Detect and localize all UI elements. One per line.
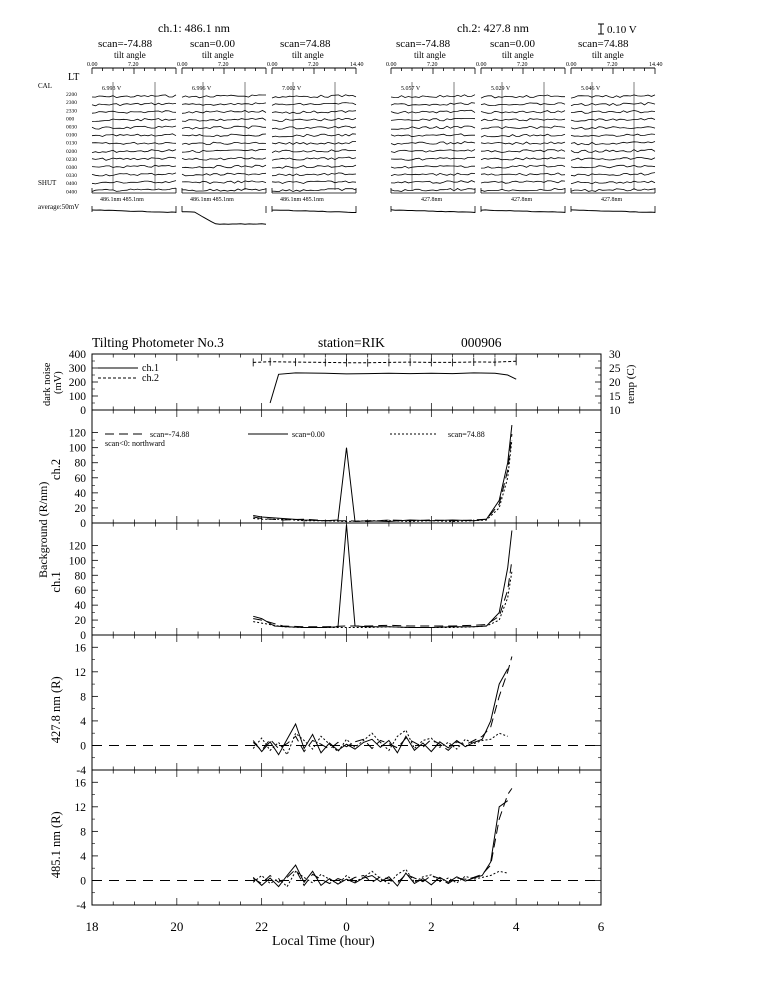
x-tick-label: 20 (170, 919, 184, 934)
scan-trace (272, 165, 356, 168)
scan-trace (481, 181, 565, 184)
scan-trace (481, 103, 565, 106)
scan-trace (92, 134, 176, 137)
scan-trace (481, 134, 565, 137)
scan-trace (272, 126, 356, 129)
y-tick-label: 16 (74, 777, 86, 790)
row-label: 0400 (66, 181, 77, 188)
panel-frame (92, 635, 601, 770)
scan-trace (571, 189, 655, 192)
tilt-label-2: tilt angle (202, 50, 234, 60)
panel-frame (92, 410, 601, 523)
scan-trace (481, 142, 565, 145)
scan-label-ch2-zero: scan=0.00 (490, 38, 535, 50)
scan-trace (481, 173, 565, 176)
series-line-scan-74-88 (253, 869, 508, 886)
x-tick-label: 18 (85, 919, 99, 934)
y-tick-label: 100 (68, 391, 86, 403)
series-line-scan-74-88 (253, 560, 512, 627)
scan-trace (481, 95, 565, 98)
y2-axis-label: temp (C) (625, 364, 637, 404)
scan-trace (182, 142, 266, 144)
row-label: 2300 (66, 100, 77, 107)
scan-trace (182, 118, 266, 121)
row-label: 0130 (66, 140, 77, 147)
scan-trace (571, 127, 655, 130)
scan-trace (182, 149, 266, 152)
average-curve (182, 212, 266, 224)
y-axis-label: (mV) (53, 371, 64, 394)
lt-label: LT (68, 72, 80, 83)
tilt-tick-label: 7.20 (427, 62, 438, 68)
voltage-label: 5.057 V (401, 86, 421, 92)
ch2-title: ch.2: 427.8 nm (457, 21, 529, 35)
series-line-scan-0-00 (253, 525, 512, 628)
x-tick-label: 0 (343, 919, 350, 934)
scan-trace (272, 103, 356, 106)
instrument-title: Tilting Photometer No.3 (92, 335, 224, 350)
series-line-scan-74-88 (253, 440, 512, 521)
scan-trace (571, 157, 655, 160)
voltage-label: 7.002 V (282, 86, 302, 92)
wavelength-label: 427.8nm (511, 197, 533, 203)
scan-trace (272, 189, 356, 192)
scan-trace (272, 181, 356, 184)
northward-note: scan<0: northward (105, 439, 165, 448)
scan-trace (272, 111, 356, 114)
scan-trace (92, 111, 176, 114)
tilt-axes (87, 62, 663, 74)
y-tick-label: 20 (74, 615, 86, 628)
y-tick-label: 300 (68, 363, 86, 375)
scan-trace (272, 157, 356, 160)
y-tick-label: 0 (80, 740, 86, 753)
panel-background-ch1 (49, 523, 601, 642)
y-axis-label: 485.1 nm (R) (49, 811, 63, 879)
tilt-tick-label: 0.00 (87, 62, 98, 68)
panel-background-ch2 (49, 410, 601, 530)
scan-trace (391, 150, 475, 153)
row-label: 0030 (66, 124, 77, 131)
scan-trace (391, 126, 475, 129)
ch1-title: ch.1: 486.1 nm (158, 21, 230, 35)
y-tick-label: 12 (74, 801, 86, 814)
station-label: station=RIK (318, 335, 385, 350)
average-curve (272, 210, 356, 212)
tilt-label-1: tilt angle (114, 50, 146, 60)
scan-trace (182, 158, 266, 161)
y-tick-label: 40 (74, 600, 86, 613)
tilt-tick-label: 0.00 (476, 62, 487, 68)
scan-trace (92, 150, 176, 153)
scan-trace (571, 142, 655, 145)
scan-trace (92, 173, 176, 176)
y2-tick-label: 15 (609, 391, 621, 403)
scan-trace (391, 95, 475, 98)
series-line-ch-1 (270, 373, 516, 403)
scan-trace (92, 119, 176, 122)
tilt-tick-label: 7.20 (218, 62, 229, 68)
scan-trace (272, 95, 356, 98)
scan-trace (391, 134, 475, 137)
y-tick-label: 16 (74, 642, 86, 655)
scan-trace (571, 134, 655, 137)
scan-trace (481, 158, 565, 160)
legend-label-ch1: ch.1 (142, 363, 159, 374)
y2-tick-label: 20 (609, 377, 621, 389)
average-curve (92, 210, 176, 212)
y2-tick-label: 10 (609, 405, 621, 417)
scan-trace (272, 118, 356, 121)
series-line-ch-2 (253, 361, 516, 362)
tilt-label-5: tilt angle (502, 50, 534, 60)
voltage-label: 6.996 V (192, 86, 212, 92)
y-tick-label: 100 (68, 442, 86, 455)
y-tick-label: 0 (80, 875, 86, 888)
scan-trace (182, 181, 266, 184)
scan-trace (92, 165, 176, 168)
y2-tick-label: 30 (609, 349, 621, 361)
y-tick-label: 120 (68, 427, 86, 440)
date-label: 000906 (461, 335, 502, 350)
y-tick-label: 60 (74, 472, 86, 485)
x-tick-label: 22 (255, 919, 269, 934)
wavelength-label: 427.8nm (601, 197, 623, 203)
panel-emission-427.8 (49, 635, 601, 777)
scan-label-ch1-neg: scan=-74.88 (98, 38, 153, 50)
y-tick-label: 100 (68, 555, 86, 568)
scan-trace (182, 173, 266, 176)
x-tick-label: 4 (512, 919, 520, 934)
y-tick-label: 0 (80, 405, 86, 417)
chart-panels (42, 349, 637, 934)
scan-trace (481, 111, 565, 114)
voltage-label: 5.046 V (581, 86, 601, 92)
row-labels (38, 82, 77, 195)
y-tick-label: 120 (68, 540, 86, 553)
row-label: SHUT (38, 179, 57, 188)
tilt-tick-label: 7.20 (308, 62, 319, 68)
scale-bar-label: 0.10 V (607, 24, 637, 36)
scan-trace (92, 103, 176, 106)
y-tick-label: 12 (74, 666, 86, 679)
scan-trace (272, 142, 356, 145)
y-tick-label: 60 (74, 585, 86, 598)
row-label: 0300 (66, 165, 77, 171)
scan-trace (92, 95, 176, 98)
x-tick-label: 2 (428, 919, 435, 934)
row-label: 0100 (66, 132, 77, 139)
top-summary-panel (38, 21, 663, 224)
scan-trace (391, 142, 475, 145)
tilt-tick-label: 7.20 (517, 62, 528, 68)
scan-trace (571, 103, 655, 106)
scan-trace (481, 165, 565, 168)
tilt-tick-label: 7.20 (128, 62, 139, 68)
y2-tick-label: 25 (609, 363, 621, 375)
wavelength-label: 427.8nm (421, 197, 443, 203)
row-label: 0400 (66, 189, 77, 196)
average-label: average:50mV (38, 203, 80, 211)
scan-trace (92, 157, 176, 160)
scan-trace (182, 134, 266, 137)
row-label: 2200 (66, 92, 77, 99)
y-tick-label: 4 (80, 850, 86, 863)
y-axis-label: dark noise (42, 362, 53, 406)
scan-trace (481, 188, 565, 191)
series-line-scan-74-88 (253, 572, 512, 628)
y-axis-label: 427.8 nm (R) (49, 676, 63, 744)
y-tick-label: 80 (74, 570, 86, 583)
tilt-tick-label: 0.00 (177, 62, 188, 68)
scan-trace (272, 150, 356, 153)
wavelength-label: 486.1nm 485.1nm (190, 197, 234, 203)
y-tick-label: 200 (68, 377, 86, 389)
scan-trace (272, 173, 356, 176)
scan-trace (571, 173, 655, 176)
y-tick-label: -4 (76, 900, 86, 912)
y-tick-label: 20 (74, 502, 86, 515)
legend-label-scan-zero: scan=0.00 (292, 430, 325, 439)
y-tick-label: -4 (76, 765, 86, 777)
scan-trace (182, 111, 266, 114)
row-label: 000 (66, 116, 75, 123)
scan-trace (92, 188, 176, 191)
scan-label-ch1-zero: scan=0.00 (190, 38, 235, 50)
row-label: 0230 (66, 156, 77, 163)
tilt-label-6: tilt angle (592, 50, 624, 60)
scan-trace (272, 134, 356, 137)
scan-trace (571, 95, 655, 98)
scan-trace (182, 126, 266, 129)
row-label: 0330 (66, 173, 77, 180)
scan-trace (571, 111, 655, 114)
background-legend (105, 430, 485, 448)
y-tick-label: 0 (80, 630, 86, 642)
row-label: 2330 (66, 108, 77, 115)
dark-noise-legend (98, 363, 159, 384)
tilt-label-3: tilt angle (292, 50, 324, 60)
legend-label-scan-neg: scan=-74.88 (150, 430, 190, 439)
tilt-tick-label: 14.40 (649, 62, 663, 68)
scan-trace (391, 181, 475, 184)
tilt-tick-label: 14.40 (350, 62, 364, 68)
series-line-scan-74-88 (253, 434, 512, 521)
tilt-tick-label: 0.00 (386, 62, 397, 68)
scan-trace (182, 165, 266, 168)
scan-trace (571, 165, 655, 168)
average-curve (571, 210, 655, 213)
voltage-label: 5.029 V (491, 86, 511, 92)
average-curve (481, 210, 565, 213)
scan-trace (391, 189, 475, 192)
x-tick-label: 6 (597, 919, 605, 934)
wavelength-label: 486.1nm 485.1nm (280, 197, 324, 203)
panel-frame (92, 523, 601, 635)
y-axis-label: ch.2 (49, 458, 63, 481)
voltage-label: 6.993 V (102, 86, 122, 92)
scan-trace (182, 95, 266, 98)
y-axis-label: ch.1 (49, 571, 63, 593)
background-shared-ylabel: Background (R/nm) (36, 481, 50, 578)
wavelength-label: 486.1nm 485.1nm (100, 197, 144, 203)
tilt-tick-label: 0.00 (267, 62, 278, 68)
scan-label-ch1-pos: scan=74.88 (280, 38, 331, 50)
scan-trace (391, 103, 475, 106)
scan-label-ch2-pos: scan=74.88 (578, 38, 629, 50)
series-line-scan-74-88 (253, 657, 512, 752)
scan-trace (391, 157, 475, 160)
tilt-tick-label: 7.20 (607, 62, 618, 68)
scan-label-ch2-neg: scan=-74.88 (396, 38, 451, 50)
scan-trace (571, 118, 655, 121)
scan-trace (481, 126, 565, 129)
panel-dark-noise (42, 349, 637, 417)
scan-trace (391, 173, 475, 176)
x-axis-label: Local Time (hour) (272, 934, 375, 949)
scan-trace (481, 119, 565, 121)
panel-frame (92, 770, 601, 905)
y-tick-label: 8 (80, 691, 86, 704)
panel-emission-485.1 (49, 770, 601, 912)
y-tick-label: 0 (80, 518, 86, 530)
scan-trace (391, 118, 475, 120)
scan-trace (182, 189, 266, 192)
scan-trace (92, 181, 176, 184)
y-tick-label: 8 (80, 826, 86, 839)
scan-traces (92, 82, 655, 224)
scan-trace (571, 149, 655, 152)
legend-label-ch2: ch.2 (142, 373, 159, 384)
average-curve (391, 210, 475, 213)
scan-trace (182, 103, 266, 106)
series-line-scan-0-00 (253, 425, 512, 521)
scan-trace (92, 126, 176, 129)
scan-trace (571, 181, 655, 184)
scale-bar-icon (598, 24, 604, 34)
y-tick-label: 4 (80, 715, 86, 728)
row-label: CAL (38, 82, 52, 90)
scan-trace (391, 166, 475, 169)
y-tick-label: 80 (74, 457, 86, 470)
y-tick-label: 400 (68, 349, 86, 361)
tilt-label-4: tilt angle (414, 50, 446, 60)
tilt-tick-label: 0.00 (566, 62, 577, 68)
legend-label-scan-pos: scan=74.88 (448, 430, 485, 439)
row-label: 0200 (66, 148, 77, 155)
y-tick-label: 40 (74, 487, 86, 500)
scan-trace (481, 150, 565, 153)
scan-trace (391, 110, 475, 113)
series-line-scan-74-88 (253, 788, 512, 885)
scan-trace (92, 142, 176, 144)
